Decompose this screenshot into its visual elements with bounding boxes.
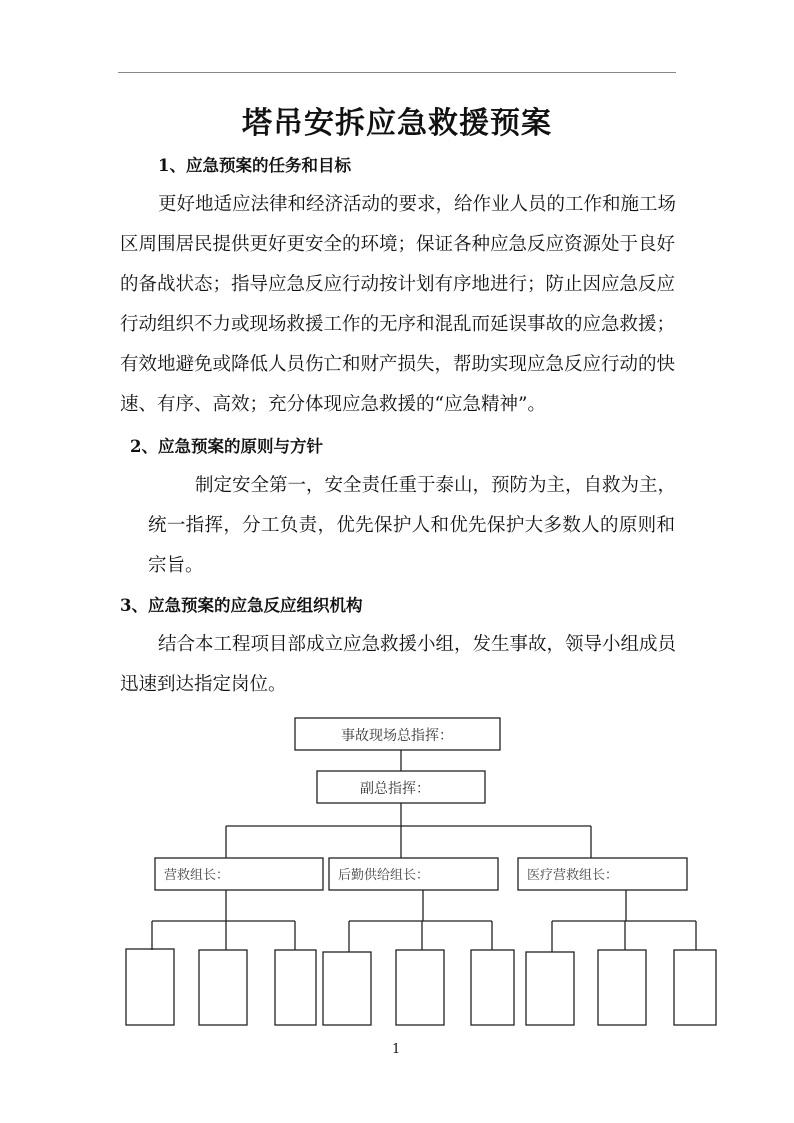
paragraph-line: 制定安全第一，安全责任重于泰山，预防为主，自救为主， (195, 475, 677, 496)
section-2-heading: 2、应急预案的原则与方针 (130, 437, 323, 456)
commander-label: 事故现场总指挥： (341, 728, 453, 744)
section-1-heading: 1、应急预案的任务和目标 (158, 156, 351, 175)
group-label: 医疗营救组长： (527, 868, 619, 883)
paragraph-line: 的备战状态；指导应急反应行动按计划有序地进行；防止因应急反应 (120, 274, 676, 295)
member-box (471, 950, 514, 1025)
member-box (275, 950, 316, 1025)
group-label: 后勤供给组长： (338, 868, 430, 883)
document-title: 塔吊安拆应急救援预案 (242, 106, 552, 141)
paragraph-line: 迅速到达指定岗位。 (120, 674, 287, 695)
paragraph-line: 宗旨。 (148, 555, 204, 576)
paragraph-line: 区周围居民提供更好更安全的环境；保证各种应急反应资源处于良好 (120, 234, 676, 255)
deputy-label: 副总指挥： (360, 781, 430, 797)
member-box (526, 952, 574, 1025)
member-box (199, 950, 247, 1025)
member-box (396, 950, 444, 1025)
paragraph-line: 结合本工程项目部成立应急救援小组，发生事故，领导小组成员 (158, 634, 677, 655)
paragraph-line: 速、有序、高效；充分体现应急救援的“应急精神”。 (120, 394, 546, 415)
section-3-heading: 3、应急预案的应急反应组织机构 (120, 596, 363, 615)
member-box (674, 950, 716, 1025)
member-box (598, 950, 646, 1025)
paragraph-line: 统一指挥，分工负责，优先保护人和优先保护大多数人的原则和 (148, 515, 675, 536)
member-box (126, 949, 174, 1025)
paragraph-line: 有效地避免或降低人员伤亡和财产损失，帮助实现应急反应行动的快 (120, 354, 676, 375)
paragraph-line: 行动组织不力或现场救援工作的无序和混乱而延误事故的应急救援； (120, 314, 676, 335)
page-number: 1 (392, 1042, 401, 1057)
paragraph-line: 更好地适应法律和经济活动的要求，给作业人员的工作和施工场 (158, 194, 677, 215)
member-box (323, 952, 371, 1025)
group-label: 营救组长： (164, 868, 230, 883)
